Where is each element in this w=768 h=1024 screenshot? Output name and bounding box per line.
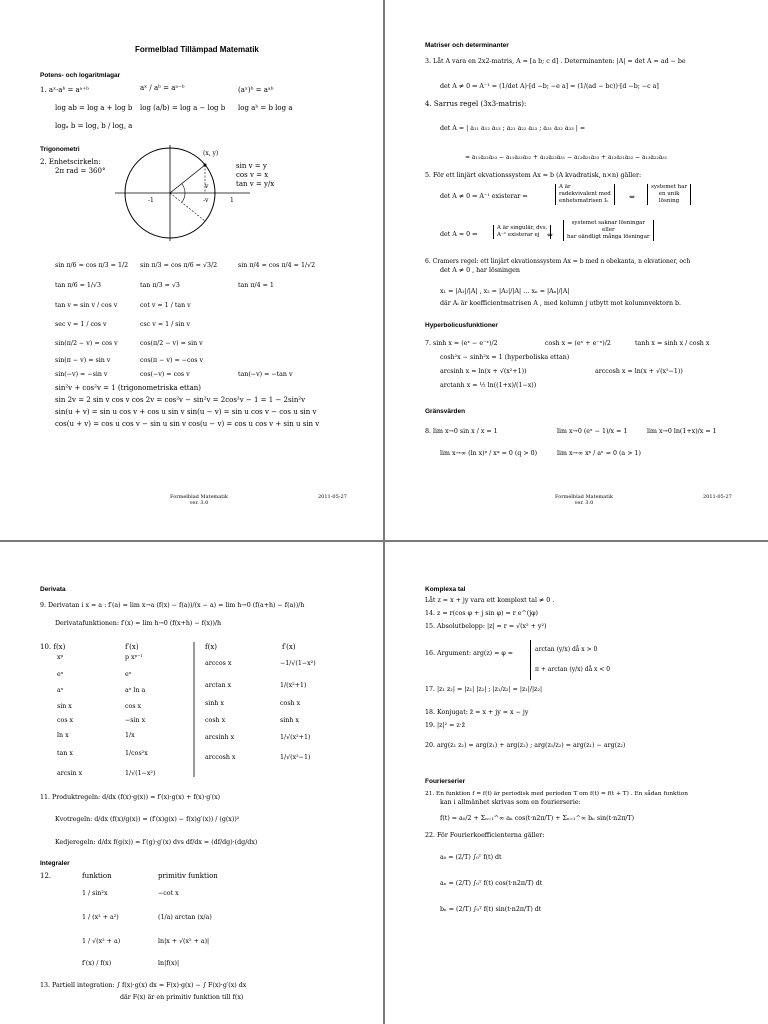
box-line: systemet saknar lösningar: [571, 220, 646, 226]
section-heading-fourier: Fourierserier: [425, 778, 466, 785]
deriv-result: 1/√(1−x²): [125, 770, 156, 777]
trig-identity: sin(π/2 − v) = cos v: [55, 340, 118, 347]
integral-head-func: funktion: [82, 872, 112, 880]
chain-rule: Kedjeregeln: d/dx f(g(x)) = f′(g)·g′(x) dvs df/dx = (df/dg)·(dg/dx): [55, 839, 258, 846]
deriv-function: arcsinh x: [205, 734, 235, 741]
box-line: har oändligt många lösningar: [567, 234, 650, 240]
trig-identity: cos(−v) = cos v: [140, 371, 190, 378]
formula-1e: log (a/b) = log a − log b: [140, 104, 226, 112]
trig-identity: cot v = 1 / tan v: [140, 302, 191, 309]
integral-head-num: 12.: [40, 872, 52, 880]
page-1: [0, 0, 383, 540]
section-heading-derivata: Derivata: [40, 586, 66, 593]
formula-20: 20. arg(z₁ z₂) = arg(z₁) + arg(z₂) ; arg(z₁/z₂) = arg(z₁) − arg(z₂): [425, 742, 626, 749]
formula-6c: x₁ = |A₁|/|A| , x₂ = |A₂|/|A| … xₙ = |Aₙ|/|A|: [440, 288, 570, 295]
deriv-head-f2: f(x): [205, 643, 218, 651]
formula-5a: det A ≠ 0 ⇔ A⁻¹ existerar ⇔: [440, 193, 528, 200]
coef-a0: a₀ = (2/T) ∫₀ᵀ f(t) dt: [440, 854, 502, 861]
footer-version: ver. 3.0: [189, 500, 209, 506]
formula-1a: 1. aˣ·aᵇ = aᵃ⁺ᵇ: [40, 86, 89, 94]
trig-identity: tan π/6 = 1/√3: [55, 282, 102, 289]
hyperbolic-one: cosh²x − sinh²x = 1 (hyperboliska ettan): [440, 354, 570, 361]
formula-19: 19. |z|² = z·z̄: [425, 722, 466, 729]
deriv-result: 1/√(x²+1): [280, 734, 311, 741]
rad-deg-formula: 2π rad = 360°: [55, 167, 106, 175]
trig-identity: cos(π − v) = −cos v: [140, 357, 204, 364]
deriv-result: eˣ: [125, 671, 132, 678]
trig-identity: sec v = 1 / cos v: [55, 321, 107, 328]
deriv-result: cosh x: [280, 700, 301, 707]
formula-1b: aˣ / aᵇ = aᵃ⁻ᵇ: [140, 84, 185, 92]
deriv-function: eˣ: [57, 671, 64, 678]
trig-identity: sin π/4 = cos π/4 = 1/√2: [238, 262, 316, 269]
condition-box-regular: [555, 184, 615, 205]
argument-cases: [530, 640, 610, 680]
axis-minus-one-label: -1: [148, 197, 154, 204]
page-4: [385, 542, 768, 1024]
sinh-def: 7. sinh x = (eˣ − e⁻ˣ)/2: [425, 340, 498, 347]
section-heading-trig: Trigonometri: [40, 146, 80, 153]
result-box-none-or-many: [563, 220, 654, 241]
trig-identity: sin π/3 = cos π/6 = √3/2: [140, 262, 218, 269]
section-heading-hyperbolicus: Hyperbolicusfunktioner: [425, 322, 498, 329]
limit-1: 8. lim x→0 sin x / x = 1: [425, 428, 498, 435]
limit-5: lim x→∞ xᵖ / aˣ = 0 (a > 1): [557, 450, 641, 457]
trig-identity: cos(π/2 − v) = sin v: [140, 340, 203, 347]
formula-4-det: det A = | a₁₁ a₁₂ a₁₃ ; a₂₁ a₂₂ a₂₃ ; a₃₁ a₃₂ a₃₃ | =: [440, 125, 586, 132]
deriv-function: sin x: [57, 703, 72, 710]
trig-identity: tan(−v) = −tan v: [238, 371, 293, 378]
condition-box-singular: [493, 225, 551, 239]
trig-identity: sin π/6 = cos π/3 = 1/2: [55, 262, 129, 269]
formula-5b: det A = 0 ⇔: [440, 231, 478, 238]
formula-3b: det A ≠ 0 ⇒ A⁻¹ = (1/det A)·[d −b; −e a] = (1/(ad − bc))·[d −b; −c a]: [440, 83, 659, 90]
trig-identity: tan π/4 = 1: [238, 282, 274, 289]
tanh-def: tanh x = sinh x / cosh x: [635, 340, 710, 347]
section-heading-potens: Potens- och logaritmlagar: [40, 72, 121, 79]
formula-22: 22. För Fourierkoefficienterna gäller:: [425, 832, 545, 839]
formula-1f: log aᵇ = b log a: [238, 104, 293, 112]
page-3: [0, 542, 383, 1024]
formula-21: 21. En funktion f = f(t) är periodisk med perioden T om f(t) = f(t + T) . En sådan funktion: [425, 791, 688, 797]
formula-9: 9. Derivatan i x = a : f′(a) = lim x→a (f(x) − f(a))/(x − a) = lim h→0 (f(a+h) − f(a))/h: [40, 602, 305, 609]
deriv-head-f: 10. f(x): [40, 643, 66, 651]
partial-integration-note: där F(x) är en primitiv funktion till f(x): [120, 994, 244, 1001]
deriv-result: 1/√(x²−1): [280, 754, 311, 761]
argument-case-negative: π + arctan (y/x) då x < 0: [535, 666, 611, 673]
product-rule: 11. Produktregeln: d/dx (f(x)·g(x)) = f′(x)·g(x) + f(x)·g′(x): [40, 794, 221, 801]
box-line: systemet har: [651, 184, 688, 190]
trig-identity: sin(−v) = −sin v: [55, 371, 108, 378]
formula-1d: log ab = log a + log b: [55, 104, 133, 112]
section-heading-integraler: Integraler: [40, 860, 70, 867]
equiv-arrow: ⇔: [547, 231, 553, 239]
antiderivative: −cot x: [158, 890, 179, 897]
angle-neg-v-label: -v: [203, 197, 209, 204]
integrand: 1 / (x² + a²): [82, 914, 119, 921]
formula-17: 17. |z₁ z₂| = |z₁| |z₂| ; |z₁/z₂| = |z₁|/|z₂|: [425, 686, 543, 693]
quotient-rule: Kvotregeln: d/dx (f(x)/g(x)) = (f′(x)g(x) − f(x)g′(x)) / (g(x))²: [55, 816, 240, 823]
trig-extra-2: sin 2v = 2 sin v cos v cos 2v = cos²v − sin²v = 2cos²v − 1 = 1 − 2sin²v: [55, 396, 306, 404]
limit-3: lim x→0 ln(1+x)/x = 1: [647, 428, 717, 435]
integrand: 1 / √(x² + a): [82, 938, 121, 945]
sin-def: sin v = y: [236, 162, 267, 170]
coef-an: aₙ = (2/T) ∫₀ᵀ f(t) cos(t·n2π/T) dt: [440, 880, 543, 887]
formula-5: 5. För ett linjärt ekvationssystem Ax = b (A kvadratisk, n×n) gäller:: [425, 172, 642, 179]
trig-identity: csc v = 1 / sin v: [140, 321, 191, 328]
limit-2: lim x→0 (eˣ − 1)/x = 1: [557, 428, 628, 435]
antiderivative: ln|f(x)|: [158, 960, 180, 967]
formula-15: 15. Absolutbelopp: |z| = r = √(x² + y²): [425, 623, 547, 630]
box-line: en unik: [658, 191, 680, 197]
page-2: [385, 0, 768, 540]
deriv-result: 1/x: [125, 732, 135, 739]
angle-v-label: v: [205, 183, 209, 190]
box-line: eller: [601, 227, 615, 233]
deriv-table-divider: [193, 642, 195, 777]
deriv-function: sinh x: [205, 700, 224, 707]
antiderivative: (1/a) arctan (x/a): [158, 914, 212, 921]
unit-circle-diagram: [115, 143, 255, 243]
box-line: radekvivalent med: [559, 191, 611, 197]
formula-16: 16. Argument: arg(z) = φ =: [425, 650, 514, 657]
deriv-function: cosh x: [205, 717, 226, 724]
deriv-function: xᵖ: [57, 654, 64, 661]
coef-bn: bₙ = (2/T) ∫₀ᵀ f(t) sin(t·n2π/T) dt: [440, 906, 542, 913]
footer-date: 2011-05-27: [703, 494, 732, 500]
footer-title: [170, 494, 228, 506]
deriv-result: cos x: [125, 703, 142, 710]
trig-identity: sin(π − v) = sin v: [55, 357, 111, 364]
box-line: enhetsmatrisen Iₙ: [559, 198, 609, 204]
document-title: Formelblad Tillämpad Matematik: [135, 45, 259, 54]
deriv-function: arctan x: [205, 682, 232, 689]
deriv-function: cos x: [57, 717, 74, 724]
formula-4-result: = a₁₁a₂₂a₃₃ − a₁₁a₂₃a₃₂ + a₁₂a₂₃a₃₁ − a₁₂a₂₁a₃₃ + a₁₃a₂₁a₃₂ − a₁₃a₂₂a₃₁: [465, 154, 668, 161]
trig-identity: tan π/3 = √3: [140, 282, 180, 289]
box-line: A⁻¹ existerar ej: [497, 232, 540, 238]
box-line: lösning: [658, 198, 680, 204]
integrand: 1 / sin²x: [82, 890, 108, 897]
formula-1c: (aˣ)ᵇ = aᵃᵇ: [238, 86, 274, 94]
result-box-unique: [647, 184, 691, 205]
arctanh-def: arctanh x = ½ ln((1+x)/(1−x)): [440, 382, 537, 389]
trig-extra-3: sin(u + v) = sin u cos v + cos u sin v sin(u − v) = sin u cos v − cos u sin v: [55, 408, 317, 416]
deriv-function: arccosh x: [205, 754, 236, 761]
deriv-result: aˣ ln a: [125, 687, 146, 694]
axis-one-label: 1: [230, 197, 234, 204]
trig-extra-1: sin²v + cos²v = 1 (trigonometriska ettan): [55, 384, 202, 392]
box-line: A är: [559, 184, 571, 190]
deriv-result: 1/cos²x: [125, 750, 148, 757]
complex-def: Låt z = x + jy vara ett komplext tal ≠ 0 .: [425, 597, 555, 604]
tan-def: tan v = y/x: [236, 180, 275, 188]
deriv-function: arcsin x: [57, 770, 83, 777]
equiv-arrow: ⇔: [629, 193, 635, 201]
section-heading-gransvarden: Gränsvärden: [425, 408, 466, 415]
formula-21b: kan i allmänhet skrivas som en fourierserie:: [440, 799, 581, 806]
deriv-result: 1/(x²+1): [280, 682, 307, 689]
formula-6d: där Aᵢ är koefficientmatrisen A , med kolumn j utbytt mot kolumnvektorn b.: [440, 300, 682, 307]
cos-def: cos v = x: [236, 171, 269, 179]
formula-4: 4. Sarrus regel (3x3-matris):: [425, 100, 527, 108]
footer-date: 2011-05-27: [318, 494, 347, 500]
deriv-function: ln x: [57, 732, 69, 739]
arcsinh-def: arcsinh x = ln(x + √(x²+1)): [440, 368, 527, 375]
section-heading-matriser: Matriser och determinanter: [425, 42, 509, 49]
footer-title: [555, 494, 613, 506]
antiderivative: ln|x + √(x² + a)|: [158, 938, 210, 945]
fourier-series: f(t) = a₀/2 + Σₙ₌₁^∞ aₙ cos(t·n2π/T) + Σₙ₌₁^∞ bₙ sin(t·n2π/T): [440, 815, 635, 822]
deriv-result: −sin x: [125, 717, 146, 724]
deriv-result: p xᵖ⁻¹: [125, 654, 143, 661]
integral-head-prim: primitiv funktion: [158, 872, 218, 880]
cosh-def: cosh x = (eˣ + e⁻ˣ)/2: [545, 340, 611, 347]
formula-6b: det A ≠ 0 , har lösningen: [440, 267, 520, 274]
deriv-function: tan x: [57, 750, 73, 757]
formula-3: 3. Låt A vara en 2x2-matris, A = [a b; c d] . Determinanten: |A| = det A = ad − be: [425, 58, 686, 65]
arccosh-def: arccosh x = ln(x + √(x²−1)): [595, 368, 683, 375]
unit-circle-label: 2. Enhetscirkeln:: [40, 158, 101, 166]
deriv-function: arccos x: [205, 660, 232, 667]
deriv-result: sinh x: [280, 717, 299, 724]
integrand: f′(x) / f(x): [82, 960, 112, 967]
trig-identity: tan v = sin v / cos v: [55, 302, 118, 309]
deriv-head-fprime: f′(x): [125, 643, 139, 651]
formula-6: 6. Cramers regel: ett linjärt ekvationssystem Ax = b med n obekanta, n ekvationer, och: [425, 258, 691, 265]
footer-title-text: Formelblad Matematik: [555, 494, 613, 500]
formula-1g: logₐ b = log꜀ b / log꜀ a: [55, 122, 133, 130]
deriv-head-fprime2: f′(x): [282, 643, 296, 651]
argument-case-positive: arctan (y/x) då x > 0: [535, 646, 598, 653]
footer-version: ver. 3.0: [574, 500, 594, 506]
formula-14: 14. z = r(cos φ + j sin φ) = r e^(jφ): [425, 610, 539, 617]
formula-9b: Derivatafunktionen: f′(x) = lim h→0 (f(x+h) − f(x))/h: [55, 620, 222, 627]
deriv-function: aˣ: [57, 687, 64, 694]
deriv-result: −1/√(1−x²): [280, 660, 316, 667]
box-line: A är singulär, dvs.: [497, 225, 548, 231]
limit-4: lim x→∞ (ln x)ᵖ / xᵠ = 0 (q > 0): [440, 450, 538, 457]
footer-title-text: Formelblad Matematik: [170, 494, 228, 500]
section-heading-komplexa: Komplexa tal: [425, 586, 466, 593]
point-xy-label: (x, y): [203, 150, 219, 157]
formula-18: 18. Konjugat: z̄ = x + jy = x − jy: [425, 709, 529, 716]
trig-extra-4: cos(u + v) = cos u cos v − sin u sin v cos(u − v) = cos u cos v + sin u sin v: [55, 420, 320, 428]
partial-integration: 13. Partiell integration: ∫ f(x)·g(x) dx = F(x)·g(x) − ∫ F(x)·g′(x) dx: [40, 982, 247, 989]
